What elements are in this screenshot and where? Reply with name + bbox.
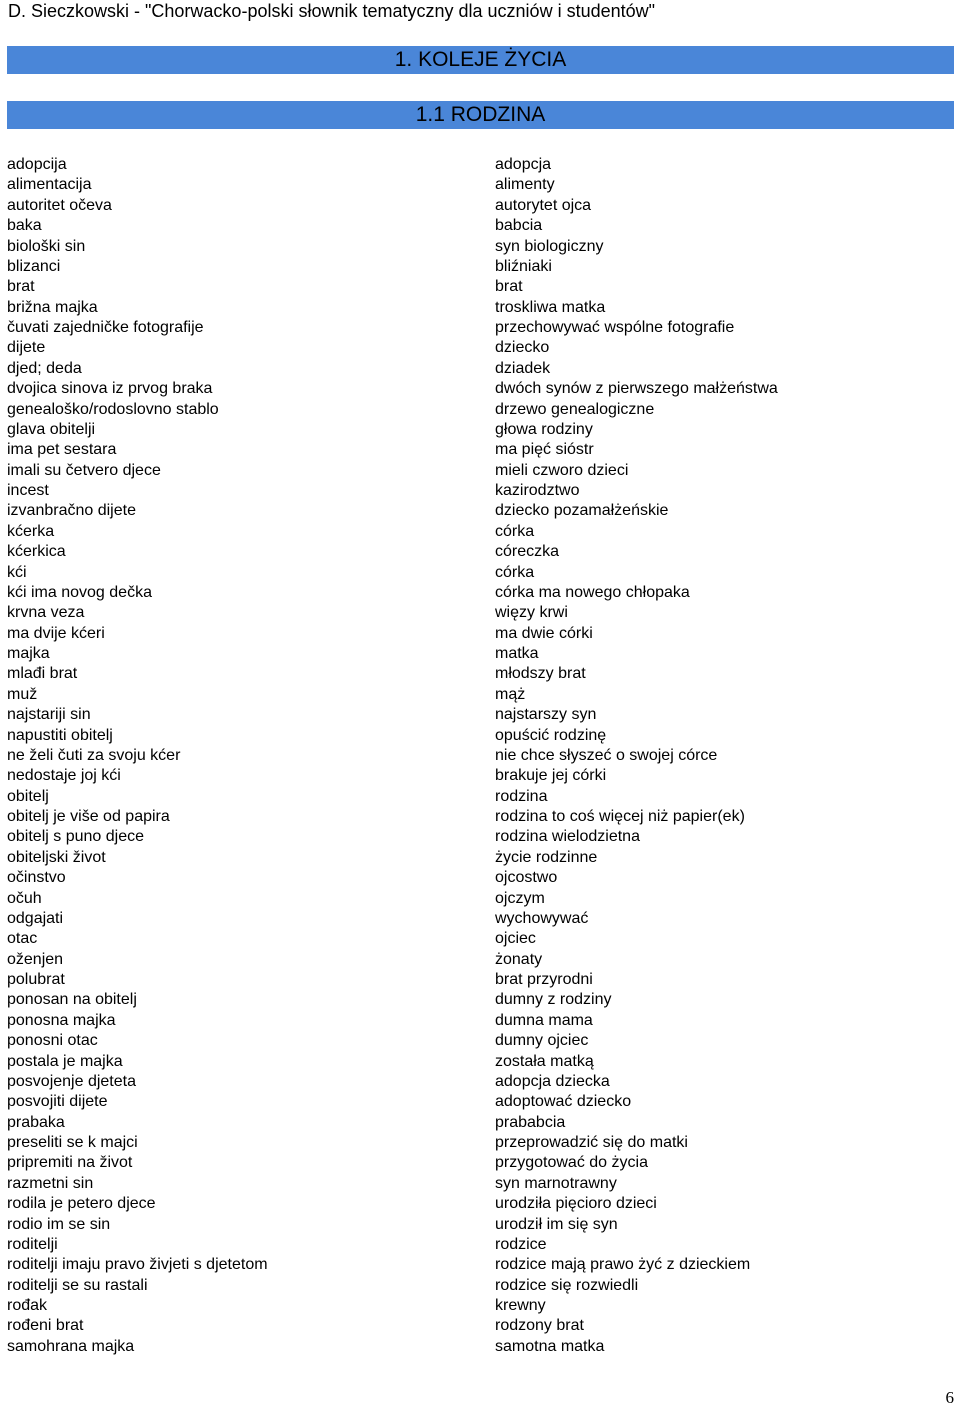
vocabulary-row bbox=[0, 359, 960, 379]
vocabulary-row bbox=[0, 685, 960, 705]
croatian-term: incest bbox=[7, 482, 49, 499]
croatian-term: izvanbračno dijete bbox=[7, 502, 136, 520]
croatian-term: alimentacija bbox=[7, 176, 92, 194]
polish-term: matka bbox=[495, 645, 539, 662]
vocabulary-row bbox=[0, 1052, 960, 1072]
croatian-term: genealoško/rodoslovno stablo bbox=[7, 400, 219, 418]
croatian-term: posvojiti dijete bbox=[7, 1093, 108, 1111]
vocabulary-row bbox=[0, 603, 960, 623]
croatian-term: roditelji imaju pravo živjeti s djetetom bbox=[7, 1256, 268, 1274]
vocabulary-row bbox=[0, 1031, 960, 1051]
polish-term: przeprowadzić się do matki bbox=[495, 1134, 688, 1151]
polish-term: więzy krwi bbox=[495, 604, 568, 622]
croatian-term: brižna majka bbox=[7, 298, 98, 316]
vocabulary-row bbox=[0, 1255, 960, 1275]
polish-term: przechowywać wspólne fotografie bbox=[495, 319, 735, 336]
polish-term: rodzina wielodzietna bbox=[495, 828, 640, 846]
vocabulary-row bbox=[0, 1113, 960, 1133]
polish-term: rodzice się rozwiedli bbox=[495, 1276, 639, 1294]
chapter-title-bar bbox=[7, 46, 954, 74]
polish-term: dumny ojciec bbox=[495, 1032, 589, 1050]
vocabulary-row bbox=[0, 929, 960, 949]
polish-term: wychowywać bbox=[495, 909, 589, 927]
vocabulary-row bbox=[0, 379, 960, 399]
croatian-term: preseliti se k majci bbox=[7, 1134, 138, 1151]
croatian-term: očinstvo bbox=[7, 869, 66, 887]
vocabulary-row bbox=[0, 1276, 960, 1296]
vocabulary-row bbox=[0, 1072, 960, 1092]
croatian-term: brat bbox=[7, 278, 35, 296]
croatian-term: napustiti obitelj bbox=[7, 726, 113, 744]
polish-term: dumny z rodziny bbox=[495, 991, 612, 1009]
croatian-term: postala je majka bbox=[7, 1052, 123, 1070]
vocabulary-row bbox=[0, 522, 960, 542]
polish-term: samotna matka bbox=[495, 1337, 605, 1355]
vocabulary-row bbox=[0, 440, 960, 460]
vocabulary-row bbox=[0, 563, 960, 583]
polish-term: kazirodztwo bbox=[495, 482, 580, 499]
polish-term: rodzony brat bbox=[495, 1317, 584, 1335]
polish-term: bliźniaki bbox=[495, 257, 552, 275]
polish-term: ma pięć sióstr bbox=[495, 441, 594, 459]
polish-term: ma dwie córki bbox=[495, 624, 593, 642]
polish-term: nie chce słyszeć o swojej córce bbox=[495, 746, 718, 764]
vocabulary-row bbox=[0, 196, 960, 216]
polish-term: troskliwa matka bbox=[495, 298, 606, 316]
vocabulary-row bbox=[0, 175, 960, 195]
polish-term: adopcja dziecka bbox=[495, 1072, 610, 1090]
vocabulary-row bbox=[0, 257, 960, 277]
croatian-term: ma dvije kćeri bbox=[7, 624, 105, 642]
vocabulary-row bbox=[0, 583, 960, 603]
vocabulary-row bbox=[0, 420, 960, 440]
vocabulary-row bbox=[0, 1174, 960, 1194]
croatian-term: očuh bbox=[7, 889, 42, 907]
section-title-bar bbox=[7, 101, 954, 129]
polish-term: autorytet ojca bbox=[495, 196, 592, 214]
vocabulary-row bbox=[0, 237, 960, 257]
vocabulary-row bbox=[0, 1215, 960, 1235]
polish-term: dziadek bbox=[495, 359, 551, 377]
croatian-term: rođak bbox=[7, 1297, 48, 1314]
vocabulary-row bbox=[0, 787, 960, 807]
vocabulary-row bbox=[0, 644, 960, 664]
vocabulary-row bbox=[0, 338, 960, 358]
polish-term: rodzice mają prawo żyć z dzieckiem bbox=[495, 1256, 751, 1274]
vocabulary-row bbox=[0, 318, 960, 338]
vocabulary-row bbox=[0, 216, 960, 236]
polish-term: opuścić rodzinę bbox=[495, 726, 607, 744]
polish-term: krewny bbox=[495, 1297, 546, 1314]
polish-term: alimenty bbox=[495, 176, 555, 194]
croatian-term: mlađi brat bbox=[7, 665, 78, 683]
vocabulary-row bbox=[0, 990, 960, 1010]
croatian-term: kćerka bbox=[7, 522, 55, 540]
vocabulary-row bbox=[0, 970, 960, 990]
chapter-title: 1. KOLEJE ŻYCIA bbox=[394, 48, 567, 71]
vocabulary-row bbox=[0, 542, 960, 562]
croatian-term: imali su četvero djece bbox=[7, 461, 161, 479]
polish-term: dziecko pozamałżeńskie bbox=[495, 502, 669, 520]
polish-term: córka ma nowego chłopaka bbox=[495, 583, 690, 601]
vocabulary-row bbox=[0, 705, 960, 725]
polish-term: brakuje jej córki bbox=[495, 767, 607, 785]
croatian-term: prabaka bbox=[7, 1113, 65, 1131]
croatian-term: samohrana majka bbox=[7, 1337, 135, 1355]
polish-term: ojcostwo bbox=[495, 869, 558, 887]
croatian-term: krvna veza bbox=[7, 604, 85, 622]
croatian-term: djed; deda bbox=[7, 359, 82, 377]
polish-term: syn biologiczny bbox=[495, 237, 604, 255]
polish-term: syn marnotrawny bbox=[495, 1174, 617, 1192]
vocabulary-row bbox=[0, 950, 960, 970]
vocabulary-row bbox=[0, 909, 960, 929]
croatian-term: rodila je petero djece bbox=[7, 1195, 156, 1213]
croatian-term: majka bbox=[7, 645, 50, 662]
polish-term: przygotować do życia bbox=[495, 1154, 648, 1172]
croatian-term: polubrat bbox=[7, 971, 65, 988]
vocabulary-row bbox=[0, 1153, 960, 1173]
vocabulary-row bbox=[0, 1092, 960, 1112]
polish-term: ojciec bbox=[495, 930, 536, 948]
croatian-term: baka bbox=[7, 217, 42, 235]
croatian-term: obitelj bbox=[7, 787, 49, 805]
croatian-term: muž bbox=[7, 685, 38, 703]
polish-term: drzewo genealogiczne bbox=[495, 400, 655, 418]
polish-term: brat bbox=[495, 278, 523, 296]
croatian-term: obitelj s puno djece bbox=[7, 828, 144, 846]
croatian-term: posvojenje djeteta bbox=[7, 1072, 136, 1090]
vocabulary-row bbox=[0, 1235, 960, 1255]
vocabulary-list bbox=[0, 155, 960, 1357]
croatian-term: kćerkica bbox=[7, 543, 66, 561]
vocabulary-row bbox=[0, 827, 960, 847]
vocabulary-row bbox=[0, 807, 960, 827]
vocabulary-row bbox=[0, 624, 960, 644]
polish-term: ojczym bbox=[495, 889, 545, 907]
croatian-term: glava obitelji bbox=[7, 420, 96, 438]
vocabulary-row bbox=[0, 155, 960, 175]
croatian-term: rođeni brat bbox=[7, 1317, 84, 1335]
polish-term: młodszy brat bbox=[495, 665, 586, 683]
polish-term: adopcja bbox=[495, 156, 552, 173]
polish-term: córka bbox=[495, 563, 535, 581]
vocabulary-row bbox=[0, 298, 960, 318]
polish-term: prababcia bbox=[495, 1113, 566, 1131]
vocabulary-row bbox=[0, 1316, 960, 1336]
polish-term: urodził im się syn bbox=[495, 1215, 618, 1233]
polish-term: rodzice bbox=[495, 1235, 547, 1253]
polish-term: najstarszy syn bbox=[495, 706, 597, 724]
croatian-term: pripremiti na život bbox=[7, 1154, 133, 1172]
vocabulary-row bbox=[0, 746, 960, 766]
vocabulary-row bbox=[0, 481, 960, 501]
polish-term: adoptować dziecko bbox=[495, 1093, 632, 1111]
polish-term: została matką bbox=[495, 1052, 594, 1070]
vocabulary-row bbox=[0, 889, 960, 909]
polish-term: dziecko bbox=[495, 339, 550, 357]
section-title: 1.1 RODZINA bbox=[415, 103, 546, 126]
vocabulary-row bbox=[0, 868, 960, 888]
croatian-term: oženjen bbox=[7, 950, 64, 968]
croatian-term: dvojica sinova iz prvog braka bbox=[7, 380, 213, 398]
croatian-term: čuvati zajedničke fotografije bbox=[7, 319, 204, 336]
croatian-term: kći ima novog dečka bbox=[7, 583, 152, 601]
croatian-term: nedostaje joj kći bbox=[7, 767, 121, 785]
vocabulary-row bbox=[0, 1011, 960, 1031]
vocabulary-row bbox=[0, 848, 960, 868]
vocabulary-row bbox=[0, 726, 960, 746]
polish-term: urodziła pięcioro dzieci bbox=[495, 1195, 657, 1213]
croatian-term: ponosan na obitelj bbox=[7, 991, 137, 1009]
croatian-term: kći bbox=[7, 563, 27, 581]
vocabulary-row bbox=[0, 1296, 960, 1316]
page-number: 6 bbox=[945, 1388, 954, 1407]
document-header: D. Sieczkowski - "Chorwacko-polski słownik tematyczny dla uczniów i studentów" bbox=[8, 1, 656, 21]
polish-term: głowa rodziny bbox=[495, 420, 593, 438]
polish-term: mieli czworo dzieci bbox=[495, 461, 629, 479]
croatian-term: ne želi čuti za svoju kćer bbox=[7, 746, 181, 764]
polish-term: rodzina bbox=[495, 787, 548, 805]
vocabulary-row bbox=[0, 461, 960, 481]
croatian-term: blizanci bbox=[7, 257, 61, 275]
croatian-term: razmetni sin bbox=[7, 1174, 94, 1192]
polish-term: dumna mama bbox=[495, 1011, 593, 1029]
croatian-term: roditelji se su rastali bbox=[7, 1276, 148, 1294]
croatian-term: ima pet sestara bbox=[7, 441, 117, 459]
croatian-term: najstariji sin bbox=[7, 706, 91, 724]
croatian-term: dijete bbox=[7, 339, 46, 357]
polish-term: mąż bbox=[495, 685, 526, 703]
croatian-term: rodio im se sin bbox=[7, 1215, 111, 1233]
vocabulary-row bbox=[0, 277, 960, 297]
polish-term: brat przyrodni bbox=[495, 971, 593, 988]
croatian-term: adopcija bbox=[7, 156, 67, 173]
croatian-term: ponosna majka bbox=[7, 1011, 116, 1029]
vocabulary-row bbox=[0, 664, 960, 684]
vocabulary-row bbox=[0, 1194, 960, 1214]
vocabulary-row bbox=[0, 1337, 960, 1357]
polish-term: żonaty bbox=[495, 950, 543, 968]
croatian-term: roditelji bbox=[7, 1235, 58, 1253]
polish-term: rodzina to coś więcej niż papier(ek) bbox=[495, 808, 745, 825]
croatian-term: autoritet očeva bbox=[7, 196, 112, 214]
croatian-term: odgajati bbox=[7, 909, 64, 927]
polish-term: córeczka bbox=[495, 543, 560, 561]
polish-term: córka bbox=[495, 522, 535, 540]
vocabulary-row bbox=[0, 400, 960, 420]
croatian-term: obiteljski život bbox=[7, 848, 106, 866]
croatian-term: biološki sin bbox=[7, 237, 86, 255]
vocabulary-row bbox=[0, 1133, 960, 1153]
croatian-term: ponosni otac bbox=[7, 1032, 98, 1050]
vocabulary-row bbox=[0, 501, 960, 521]
croatian-term: otac bbox=[7, 930, 38, 948]
polish-term: dwóch synów z pierwszego małżeństwa bbox=[495, 380, 778, 398]
croatian-term: obitelj je više od papira bbox=[7, 808, 170, 825]
polish-term: babcia bbox=[495, 217, 543, 235]
vocabulary-row bbox=[0, 766, 960, 786]
polish-term: życie rodzinne bbox=[495, 848, 598, 866]
